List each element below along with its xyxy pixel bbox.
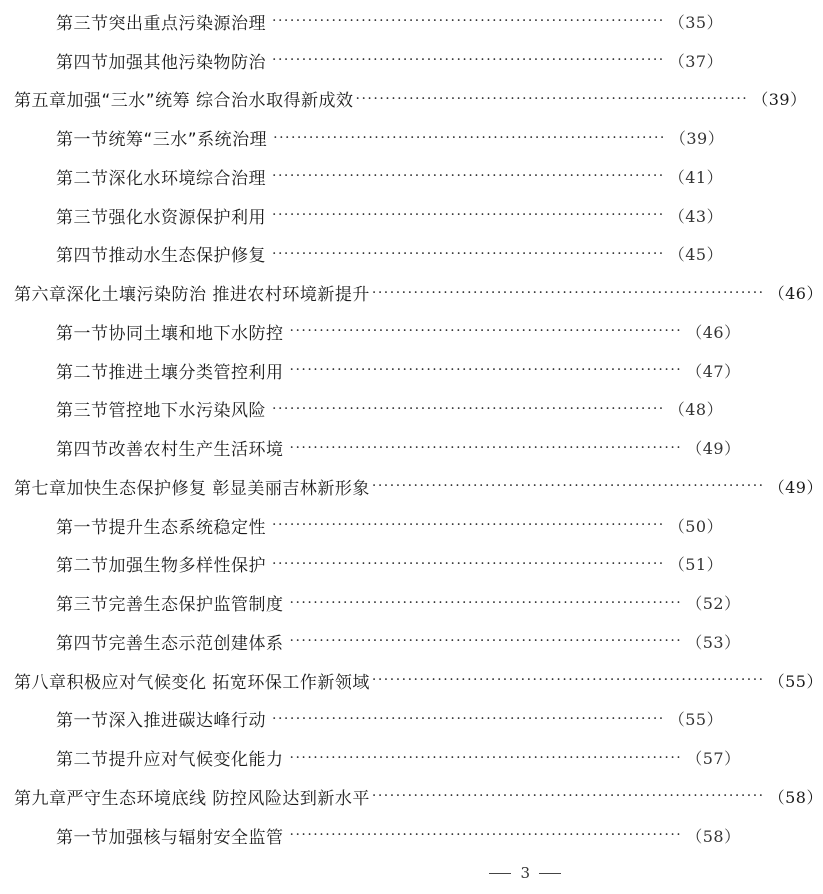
toc-entry-number: 第四节 xyxy=(56,246,109,267)
toc-chapter-entry xyxy=(0,273,823,312)
toc-entry-title: 管控地下水污染风险 xyxy=(108,401,266,422)
toc-entry-number: 第五章 xyxy=(14,91,67,112)
toc-section-entry xyxy=(0,41,724,80)
page-footer xyxy=(0,858,600,888)
toc-entry-page: （53） xyxy=(686,632,741,652)
toc-entry-page: （41） xyxy=(668,167,724,187)
toc-entry-number: 第九章 xyxy=(14,788,67,809)
toc-entry-number: 第四节 xyxy=(56,52,109,73)
toc-leader-dots: ·································································· xyxy=(289,594,683,611)
toc-entry-title: 严守生态环境底线 防控风险达到新水平 xyxy=(66,788,370,809)
toc-entry-page: （37） xyxy=(668,51,724,71)
toc-entry-number: 第一节 xyxy=(56,711,109,732)
toc-leader-dots: ·································································· xyxy=(289,439,683,456)
toc-entry-number: 第一节 xyxy=(56,827,109,848)
toc-leader-dots: ·································································· xyxy=(355,90,749,107)
toc-section-entry xyxy=(0,235,724,274)
toc-entry-page: （58） xyxy=(768,787,823,807)
toc-entry-page: （46） xyxy=(686,322,741,342)
toc-entry-title: 积极应对气候变化 拓宽环保工作新领域 xyxy=(66,672,370,693)
toc-chapter-entry xyxy=(0,777,823,816)
toc-entry-number: 第七章 xyxy=(14,478,67,499)
toc-entry-title: 深化土壤污染防治 推进农村环境新提升 xyxy=(66,285,370,306)
toc-entry-number: 第一节 xyxy=(56,517,109,538)
toc-entry-title: 突出重点污染源治理 xyxy=(108,13,266,34)
toc-entry-title: 强化水资源保护利用 xyxy=(108,207,266,228)
toc-leader-dots: ·································································· xyxy=(289,633,683,650)
toc-entry-page: （48） xyxy=(668,400,724,420)
toc-section-entry xyxy=(0,506,724,545)
toc-entry-page: （52） xyxy=(686,594,741,614)
toc-entry-title: 改善农村生产生活环境 xyxy=(108,440,284,461)
toc-section-entry xyxy=(0,583,741,622)
toc-entry-page: （45） xyxy=(668,245,724,265)
toc-entry-number: 第二节 xyxy=(56,362,109,383)
toc-entry-title: 推动水生态保护修复 xyxy=(108,246,266,267)
toc-entry-number: 第三节 xyxy=(56,207,109,228)
toc-leader-dots: ·································································· xyxy=(273,129,666,146)
toc-entry-number: 第二节 xyxy=(56,750,109,771)
toc-section-entry xyxy=(0,312,741,351)
toc-entry-title: 推进土壤分类管控利用 xyxy=(108,362,284,383)
toc-entry-page: （51） xyxy=(668,555,724,575)
page-number: 3 xyxy=(520,864,530,882)
toc-entry-number: 第二节 xyxy=(56,556,109,577)
toc-chapter-entry xyxy=(0,661,823,700)
toc-entry-number: 第三节 xyxy=(56,401,109,422)
toc-entry-title: 加强“三水”统筹 综合治水取得新成效 xyxy=(66,91,354,112)
toc-entry-title: 深入推进碳达峰行动 xyxy=(108,711,266,732)
footer-dash-right xyxy=(539,873,561,874)
toc-leader-dots: ·································································· xyxy=(371,284,765,301)
toc-leader-dots: ·································································· xyxy=(272,400,665,417)
toc-entry-title: 提升生态系统稳定性 xyxy=(108,517,266,538)
toc-entry-title: 完善生态示范创建体系 xyxy=(108,633,284,654)
toc-entry-title: 加强核与辐射安全监管 xyxy=(108,827,284,848)
toc-entry-number: 第四节 xyxy=(56,440,109,461)
toc-entry-title: 协同土壤和地下水防控 xyxy=(108,323,284,344)
toc-entry-number: 第三节 xyxy=(56,13,109,34)
toc-entry-page: （49） xyxy=(686,439,741,459)
toc-section-entry xyxy=(0,738,741,777)
toc-entry-page: （46） xyxy=(768,284,823,304)
toc-section-entry xyxy=(0,390,724,429)
footer-dash-left xyxy=(489,873,511,874)
toc-entry-page: （58） xyxy=(686,826,741,846)
toc-leader-dots: ·································································· xyxy=(289,749,683,766)
toc-entry-title: 深化水环境综合治理 xyxy=(108,168,266,189)
toc-leader-dots: ·································································· xyxy=(272,517,665,534)
toc-entry-number: 第一节 xyxy=(56,323,109,344)
toc-leader-dots: ·································································· xyxy=(272,710,665,727)
toc-section-entry xyxy=(0,2,724,41)
toc-leader-dots: ·································································· xyxy=(371,478,765,495)
toc-entry-page: （43） xyxy=(668,206,724,226)
toc-leader-dots: ·································································· xyxy=(289,323,683,340)
toc-entry-title: 提升应对气候变化能力 xyxy=(108,750,284,771)
table-of-contents xyxy=(0,2,823,855)
toc-entry-title: 加强其他污染物防治 xyxy=(108,52,266,73)
toc-entry-page: （55） xyxy=(668,710,724,730)
toc-leader-dots: ·································································· xyxy=(272,13,665,30)
toc-entry-page: （35） xyxy=(668,12,724,32)
toc-entry-number: 第六章 xyxy=(14,285,67,306)
toc-entry-number: 第二节 xyxy=(56,168,109,189)
toc-leader-dots: ·································································· xyxy=(272,52,665,69)
toc-leader-dots: ·································································· xyxy=(272,168,665,185)
toc-entry-title: 加强生物多样性保护 xyxy=(108,556,266,577)
toc-section-entry xyxy=(0,351,741,390)
toc-leader-dots: ·································································· xyxy=(371,672,765,689)
toc-entry-title: 完善生态保护监管制度 xyxy=(108,595,284,616)
toc-entry-page: （57） xyxy=(686,749,741,769)
toc-chapter-entry xyxy=(0,467,823,506)
toc-section-entry xyxy=(0,118,725,157)
toc-entry-number: 第一节 xyxy=(56,130,109,151)
toc-leader-dots: ·································································· xyxy=(371,788,765,805)
toc-entry-page: （47） xyxy=(686,361,741,381)
toc-entry-title: 加快生态保护修复 彰显美丽吉林新形象 xyxy=(66,478,370,499)
toc-leader-dots: ·································································· xyxy=(289,827,683,844)
toc-section-entry xyxy=(0,157,724,196)
toc-leader-dots: ·································································· xyxy=(272,207,665,224)
toc-chapter-entry xyxy=(0,80,807,119)
toc-entry-page: （49） xyxy=(768,477,823,497)
toc-leader-dots: ·································································· xyxy=(272,245,665,262)
toc-entry-page: （39） xyxy=(669,129,725,149)
toc-entry-title: 统筹“三水”系统治理 xyxy=(108,130,268,151)
toc-section-entry xyxy=(0,700,724,739)
toc-leader-dots: ·································································· xyxy=(289,362,683,379)
toc-entry-page: （55） xyxy=(768,671,823,691)
toc-entry-number: 第四节 xyxy=(56,633,109,654)
toc-entry-number: 第三节 xyxy=(56,595,109,616)
toc-section-entry xyxy=(0,545,724,584)
toc-entry-page: （39） xyxy=(752,90,807,110)
toc-entry-number: 第八章 xyxy=(14,672,67,693)
toc-section-entry xyxy=(0,428,741,467)
toc-leader-dots: ·································································· xyxy=(272,555,665,572)
toc-entry-page: （50） xyxy=(668,516,724,536)
toc-section-entry xyxy=(0,196,724,235)
toc-section-entry xyxy=(0,816,741,855)
toc-section-entry xyxy=(0,622,741,661)
